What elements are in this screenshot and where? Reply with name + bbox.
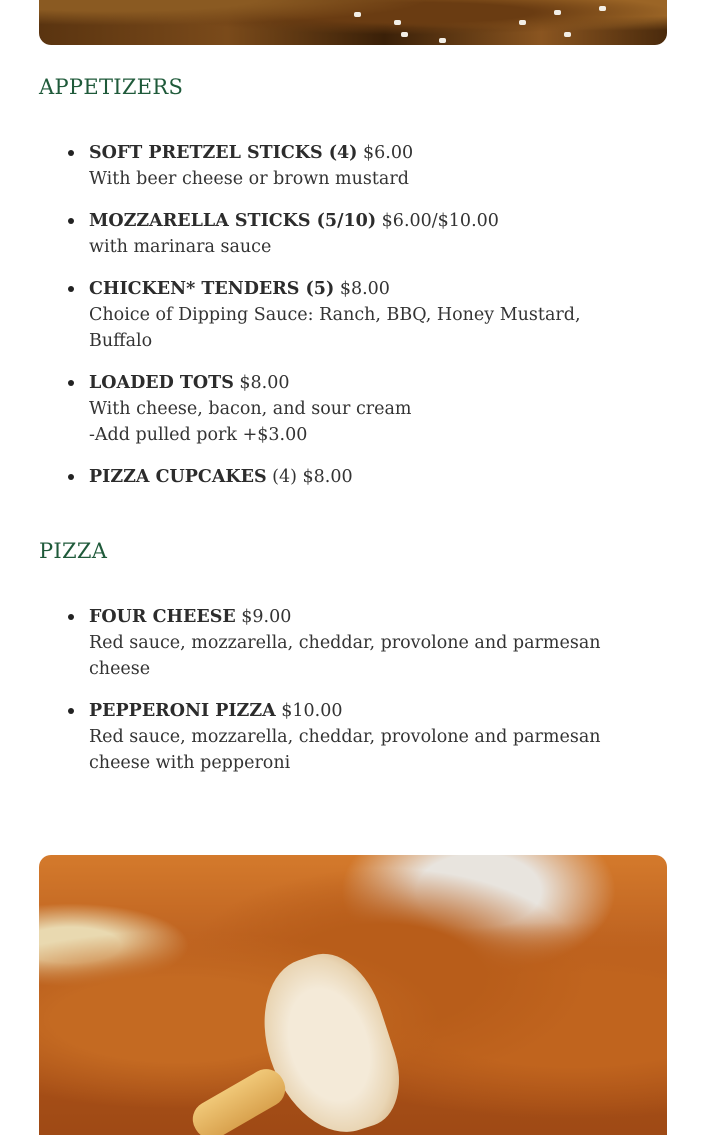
item-description: with marinara sauce: [89, 237, 272, 257]
list-item: [89, 370, 649, 448]
item-price: (4) $8.00: [266, 467, 353, 487]
list-item: [89, 464, 649, 490]
chicken-tenders-photo: [39, 855, 667, 1135]
item-price: $8.00: [233, 373, 290, 393]
item-name: MOZZARELLA STICKS (5/10): [89, 211, 377, 231]
list-item: [89, 208, 649, 260]
item-addon: -Add pulled pork +$3.00: [89, 425, 308, 445]
french-fry-detail: [186, 1063, 292, 1135]
list-item: [89, 140, 649, 192]
pretzel-photo: [39, 0, 667, 45]
item-price: $10.00: [275, 701, 343, 721]
item-name: FOUR CHEESE: [89, 607, 236, 627]
section-title-appetizers: APPETIZERS: [39, 75, 184, 99]
list-item: [89, 698, 649, 776]
appetizers-list: [89, 140, 649, 506]
item-name: PEPPERONI PIZZA: [89, 701, 276, 721]
item-description: Red sauce, mozzarella, cheddar, provolone and parmesan cheese with pepperoni: [89, 727, 601, 773]
item-name: CHICKEN* TENDERS (5): [89, 279, 335, 299]
item-name: PIZZA CUPCAKES: [89, 467, 267, 487]
list-item: [89, 604, 649, 682]
item-description: Red sauce, mozzarella, cheddar, provolone and parmesan cheese: [89, 633, 601, 679]
item-price: $8.00: [334, 279, 390, 299]
item-price: $6.00: [357, 143, 414, 163]
item-description: Choice of Dipping Sauce: Ranch, BBQ, Honey Mustard, Buffalo: [89, 305, 581, 351]
item-name: LOADED TOTS: [89, 373, 234, 393]
item-name: SOFT PRETZEL STICKS (4): [89, 143, 358, 163]
section-title-pizza: PIZZA: [39, 539, 108, 563]
item-description: With cheese, bacon, and sour cream: [89, 399, 412, 419]
item-price: $6.00/$10.00: [376, 211, 499, 231]
item-description: With beer cheese or brown mustard: [89, 169, 409, 189]
pizza-list: [89, 604, 649, 792]
list-item: [89, 276, 649, 354]
item-price: $9.00: [235, 607, 292, 627]
